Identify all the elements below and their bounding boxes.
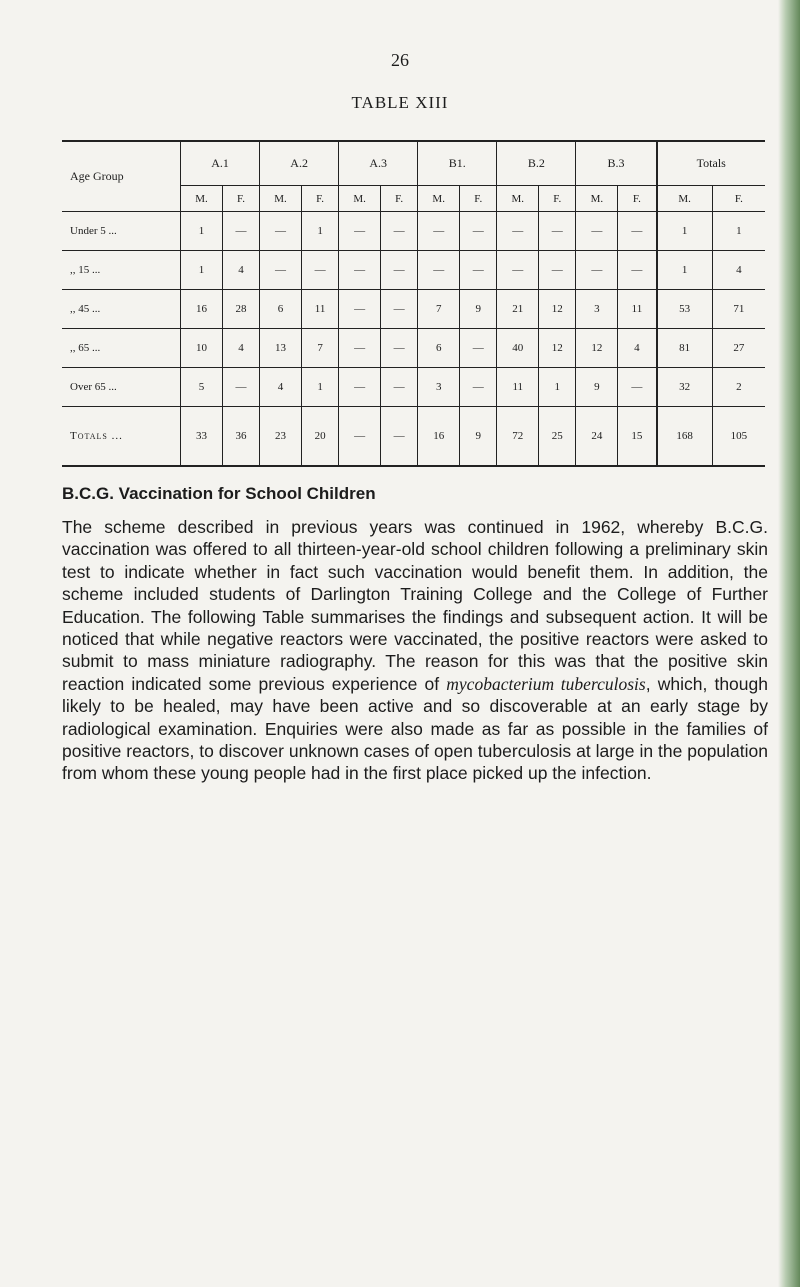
- table-cell: 12: [539, 290, 576, 329]
- group-header-b1: B1.: [418, 141, 497, 186]
- body-paragraph: [62, 516, 768, 785]
- paragraph-text: The scheme described in previous years was continued in 1962, whereby B.C.G. vaccination was offered to all thirteen-year-old school children following a preliminary skin test to indicate whether in fact such vaccination would benefit them. In addition, the scheme included students of Darlington Training College and the College of Further Education. The following Table summarises the findings and subsequent action. It will be noticed that while negative reactors were vaccinated, the positive reactors were asked to submit to mass miniature radiography. The reason for this was that the positive skin reaction indicated some previous experience of: [62, 517, 768, 694]
- subheader-m: M.: [497, 186, 539, 212]
- table-cell: 11: [618, 290, 657, 329]
- table-cell: 168: [657, 407, 713, 467]
- table-cell: —: [618, 212, 657, 251]
- subheader-m: M.: [260, 186, 302, 212]
- table-cell: 72: [497, 407, 539, 467]
- age-group-label: ,, 15 ...: [62, 251, 181, 290]
- table-cell: 1: [657, 251, 713, 290]
- subheader-m: M.: [339, 186, 381, 212]
- table-cell: 9: [576, 368, 618, 407]
- table-cell: 10: [181, 329, 223, 368]
- table-cell: —: [497, 251, 539, 290]
- table-cell: —: [460, 251, 497, 290]
- group-header-b3: B.3: [576, 141, 657, 186]
- page-edge-shadow: [778, 0, 800, 1287]
- table-header-row: [62, 141, 765, 186]
- table-cell: 33: [181, 407, 223, 467]
- table-cell: —: [576, 251, 618, 290]
- table-cell: —: [381, 329, 418, 368]
- table-cell: 4: [222, 251, 259, 290]
- table-cell: 16: [418, 407, 460, 467]
- table-cell: 23: [260, 407, 302, 467]
- table-cell: —: [618, 251, 657, 290]
- table-cell: 4: [618, 329, 657, 368]
- subheader-m: M.: [576, 186, 618, 212]
- group-header-b2: B.2: [497, 141, 576, 186]
- table-cell: —: [381, 368, 418, 407]
- table-cell: —: [339, 212, 381, 251]
- table-cell: 3: [576, 290, 618, 329]
- table-cell: —: [460, 368, 497, 407]
- table-cell: 1: [657, 212, 713, 251]
- table-cell: —: [381, 212, 418, 251]
- table-cell: —: [576, 212, 618, 251]
- table-cell: 6: [418, 329, 460, 368]
- table-cell: —: [497, 212, 539, 251]
- table-cell: —: [222, 212, 259, 251]
- table-cell: 11: [301, 290, 338, 329]
- table-cell: 1: [301, 212, 338, 251]
- table-cell: —: [301, 251, 338, 290]
- paragraph-italic-term: mycobacterium tuberculosis: [446, 673, 646, 694]
- section-heading: B.C.G. Vaccination for School Children: [62, 484, 376, 503]
- subheader-f: F.: [222, 186, 259, 212]
- table-cell: 53: [657, 290, 713, 329]
- table-cell: 6: [260, 290, 302, 329]
- age-group-label: ,, 65 ...: [62, 329, 181, 368]
- table-row: [62, 329, 765, 368]
- table-cell: —: [339, 329, 381, 368]
- table-cell: —: [539, 212, 576, 251]
- table-cell: 1: [712, 212, 765, 251]
- paragraph-text: , which, though likely to be healed, may have been active and so discoverable at an early stage by radiological examination. Enquiries were also made as far as possible in the families of positive reactors, to discover unknown cases of open tuberculosis at large in the population from whom these young people had in the first place picked up the infection.: [62, 673, 768, 784]
- table-cell: 5: [181, 368, 223, 407]
- table-cell: 1: [181, 251, 223, 290]
- subheader-f: F.: [460, 186, 497, 212]
- table-cell: —: [339, 290, 381, 329]
- table-cell: 15: [618, 407, 657, 467]
- table-cell: —: [381, 251, 418, 290]
- table-cell: —: [381, 290, 418, 329]
- subheader-f: F.: [301, 186, 338, 212]
- table-cell: 7: [301, 329, 338, 368]
- table-cell: —: [418, 251, 460, 290]
- table-cell: 40: [497, 329, 539, 368]
- table-cell: —: [418, 212, 460, 251]
- table-cell: —: [618, 368, 657, 407]
- table-cell: —: [339, 251, 381, 290]
- age-group-label: ,, 45 ...: [62, 290, 181, 329]
- table-title: TABLE XIII: [351, 93, 449, 112]
- table-cell: 12: [576, 329, 618, 368]
- subheader-m: M.: [657, 186, 713, 212]
- table-cell: —: [539, 251, 576, 290]
- table-cell: 20: [301, 407, 338, 467]
- table-cell: —: [260, 212, 302, 251]
- age-group-label: Over 65 ...: [62, 368, 181, 407]
- table-cell: 9: [460, 407, 497, 467]
- table-cell: 11: [497, 368, 539, 407]
- table-cell: 16: [181, 290, 223, 329]
- subheader-m: M.: [181, 186, 223, 212]
- table-row: [62, 251, 765, 290]
- table-row: [62, 290, 765, 329]
- subheader-f: F.: [712, 186, 765, 212]
- table-cell: 32: [657, 368, 713, 407]
- subheader-m: M.: [418, 186, 460, 212]
- page-number: 26: [391, 50, 409, 70]
- table-cell: 3: [418, 368, 460, 407]
- age-group-label: Under 5 ...: [62, 212, 181, 251]
- table-cell: 4: [260, 368, 302, 407]
- table-cell: 81: [657, 329, 713, 368]
- table-cell: 4: [712, 251, 765, 290]
- table-cell: 9: [460, 290, 497, 329]
- group-header-a1: A.1: [181, 141, 260, 186]
- table-cell: 105: [712, 407, 765, 467]
- age-group-table: [62, 140, 765, 467]
- table-cell: —: [460, 329, 497, 368]
- table-cell: 4: [222, 329, 259, 368]
- subheader-f: F.: [618, 186, 657, 212]
- table-cell: 71: [712, 290, 765, 329]
- table-cell: 36: [222, 407, 259, 467]
- table-cell: 1: [181, 212, 223, 251]
- table-cell: —: [339, 368, 381, 407]
- table-cell: 13: [260, 329, 302, 368]
- table-cell: 21: [497, 290, 539, 329]
- table-body: [62, 212, 765, 407]
- table-cell: —: [460, 212, 497, 251]
- table-cell: 7: [418, 290, 460, 329]
- table-row: [62, 368, 765, 407]
- subheader-f: F.: [381, 186, 418, 212]
- table-cell: 24: [576, 407, 618, 467]
- table-cell: —: [339, 407, 381, 467]
- group-header-a2: A.2: [260, 141, 339, 186]
- totals-label: Totals ...: [62, 407, 181, 467]
- table-cell: —: [260, 251, 302, 290]
- totals-row: [62, 407, 765, 467]
- table-row: [62, 212, 765, 251]
- subheader-f: F.: [539, 186, 576, 212]
- group-header-totals: Totals: [657, 141, 765, 186]
- table-cell: 28: [222, 290, 259, 329]
- table-cell: —: [222, 368, 259, 407]
- table-cell: 2: [712, 368, 765, 407]
- group-header-a3: A.3: [339, 141, 418, 186]
- table-cell: 12: [539, 329, 576, 368]
- table-cell: 27: [712, 329, 765, 368]
- table-cell: 1: [539, 368, 576, 407]
- age-group-header: Age Group: [62, 141, 181, 212]
- table-cell: 1: [301, 368, 338, 407]
- table-cell: —: [381, 407, 418, 467]
- table-cell: 25: [539, 407, 576, 467]
